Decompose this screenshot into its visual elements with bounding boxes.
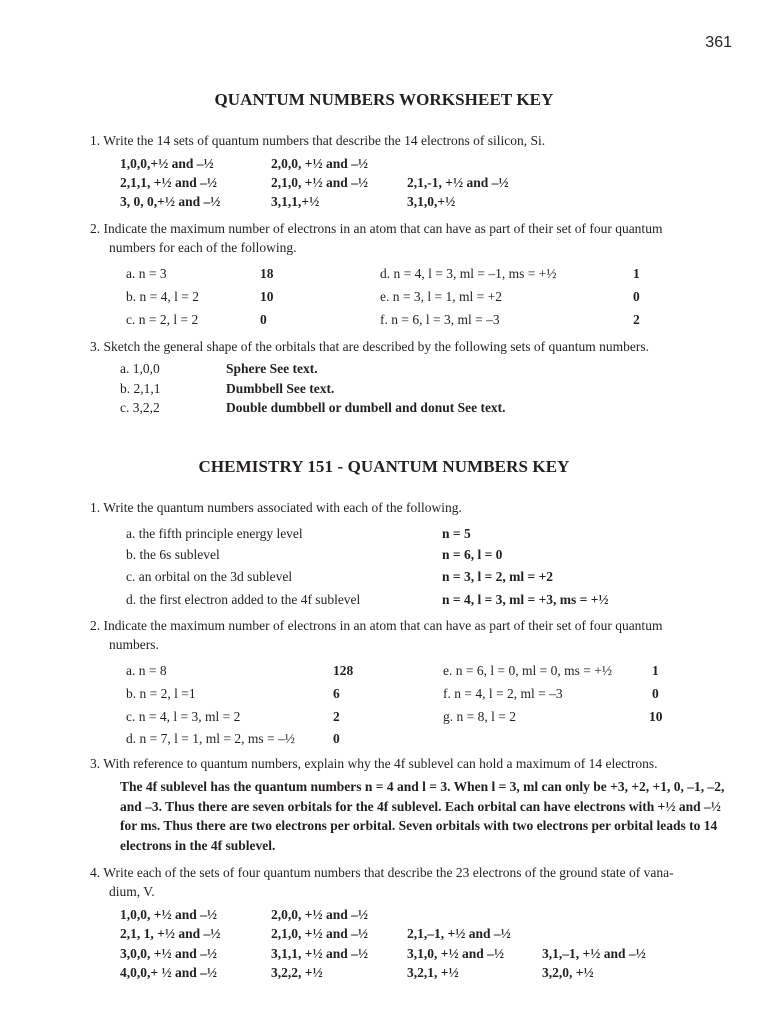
- chem-q4-set: 3,1,1, +½ and –½: [271, 946, 368, 961]
- ws-q3-item-answer: Double dumbbell or dumbell and donut See text.: [226, 400, 506, 415]
- chem-q3-answer: The 4f sublevel has the quantum numbers n = 4 and l = 3. When l = 3, ml can only be +3, +2, +1, 0, –1, –2, and –3. Thus there are seven orbitals for the 4f sublevel. Each orbital can have electrons with +½ and –½ for ms. Thus there are two electrons per orbital. Seven orbitals with two electrons per orbital leads to 14 electrons in the 4f sublevel.: [120, 779, 725, 853]
- ws-q1-set: 2,1,-1, +½ and –½: [407, 175, 509, 190]
- chem-q2-text: 2. Indicate the maximum number of electrons in an atom that can have as part of their set of four quantum: [90, 618, 663, 633]
- chem-q1-item-label: c. an orbital on the 3d sublevel: [126, 569, 293, 584]
- ws-q2-item-label: b. n = 4, l = 2: [126, 289, 199, 304]
- chem-q4-set: 2,1,–1, +½ and –½: [407, 926, 511, 941]
- chem-q1-item-answer: n = 3, l = 2, ml = +2: [442, 569, 554, 584]
- worksheet-key-title: QUANTUM NUMBERS WORKSHEET KEY: [214, 90, 554, 109]
- ws-q3-item-label: b. 2,1,1: [120, 381, 161, 396]
- ws-q1-text: 1. Write the 14 sets of quantum numbers that describe the 14 electrons of silicon, Si.: [90, 133, 546, 148]
- chem-q4-set: 4,0,0,+ ½ and –½: [120, 965, 217, 980]
- ws-q3-item-answer: Sphere See text.: [226, 361, 318, 376]
- chem-q1-item-label: d. the first electron added to the 4f sublevel: [126, 592, 361, 607]
- ws-q3-item-label: c. 3,2,2: [120, 400, 160, 415]
- chem-q2-item-answer: 0: [652, 686, 659, 701]
- chem-q2-text-cont: numbers.: [109, 637, 159, 652]
- ws-q2-item-answer: 18: [260, 266, 274, 281]
- chem-q2-item-label: a. n = 8: [126, 663, 167, 678]
- ws-q1-set: 3,1,1,+½: [271, 194, 320, 209]
- ws-q2-item-answer: 10: [260, 289, 274, 304]
- ws-q2-item-answer: 2: [633, 312, 640, 327]
- chem-q2-item-answer: 128: [333, 663, 354, 678]
- ws-q3-item-answer: Dumbbell See text.: [226, 381, 335, 396]
- chem-q4-set: 3,2,2, +½: [271, 965, 323, 980]
- chem-q2-item-answer: 0: [333, 731, 340, 746]
- ws-q2-item-label: d. n = 4, l = 3, ml = –1, ms = +½: [380, 266, 557, 281]
- chem-q1-item-answer: n = 4, l = 3, ml = +3, ms = +½: [442, 592, 609, 607]
- ws-q1-set: 3,1,0,+½: [407, 194, 456, 209]
- chem-q2-item-answer: 1: [652, 663, 659, 678]
- chem-q2-item-label: c. n = 4, l = 3, ml = 2: [126, 709, 241, 724]
- chem-q4-set: 3,1,0, +½ and –½: [407, 946, 504, 961]
- ws-q2-item-label: a. n = 3: [126, 266, 167, 281]
- chem-q2-item-answer: 2: [333, 709, 340, 724]
- ws-q2-text: 2. Indicate the maximum number of electrons in an atom that can have as part of their set of four quantum: [90, 221, 663, 236]
- chem-q2-item-answer: 10: [649, 709, 663, 724]
- chem-q1-text: 1. Write the quantum numbers associated with each of the following.: [90, 500, 462, 515]
- chem-q2-item-answer: 6: [333, 686, 340, 701]
- chem-q1-item-answer: n = 5: [442, 526, 471, 541]
- chem-q2-item-label: d. n = 7, l = 1, ml = 2, ms = –½: [126, 731, 295, 746]
- chem-q4-text: 4. Write each of the sets of four quantum numbers that describe the 23 electrons of the ground state of vana-: [90, 865, 674, 880]
- chem-q4-set: 2,1,0, +½ and –½: [271, 926, 368, 941]
- chem-q1-item-label: a. the fifth principle energy level: [126, 526, 303, 541]
- ws-q2-item-answer: 0: [260, 312, 267, 327]
- ws-q1-set: 3, 0, 0,+½ and –½: [120, 194, 221, 209]
- chem-q2-item-label: f. n = 4, l = 2, ml = –3: [443, 686, 563, 701]
- chem-q1-item-answer: n = 6, l = 0: [442, 547, 503, 562]
- chemistry-key-title: CHEMISTRY 151 - QUANTUM NUMBERS KEY: [198, 457, 570, 476]
- ws-q2-item-label: c. n = 2, l = 2: [126, 312, 199, 327]
- ws-q1-set: 2,0,0, +½ and –½: [271, 156, 368, 171]
- chem-q3-text: 3. With reference to quantum numbers, explain why the 4f sublevel can hold a maximum of 14 electrons.: [90, 756, 658, 771]
- chem-q2-item-label: b. n = 2, l =1: [126, 686, 196, 701]
- ws-q2-item-answer: 0: [633, 289, 640, 304]
- ws-q2-item-answer: 1: [633, 266, 640, 281]
- ws-q3-text: 3. Sketch the general shape of the orbitals that are described by the following sets of quantum numbers.: [90, 339, 649, 354]
- ws-q1-set: 2,1,1, +½ and –½: [120, 175, 217, 190]
- ws-q1-set: 1,0,0,+½ and –½: [120, 156, 214, 171]
- ws-q2-item-label: e. n = 3, l = 1, ml = +2: [380, 289, 502, 304]
- chem-q4-set: 3,1,–1, +½ and –½: [542, 946, 646, 961]
- chem-q4-text-cont: dium, V.: [109, 884, 155, 899]
- ws-q1-set: 2,1,0, +½ and –½: [271, 175, 368, 190]
- ws-q2-item-label: f. n = 6, l = 3, ml = –3: [380, 312, 500, 327]
- page-number: 361: [705, 34, 732, 51]
- ws-q2-text-cont: numbers for each of the following.: [109, 240, 297, 255]
- chem-q1-item-label: b. the 6s sublevel: [126, 547, 220, 562]
- chem-q4-set: 3,0,0, +½ and –½: [120, 946, 217, 961]
- ws-q3-item-label: a. 1,0,0: [120, 361, 160, 376]
- chem-q4-set: 2,0,0, +½ and –½: [271, 907, 368, 922]
- chem-q2-item-label: g. n = 8, l = 2: [443, 709, 516, 724]
- chem-q4-set: 3,2,1, +½: [407, 965, 459, 980]
- chem-q4-set: 3,2,0, +½: [542, 965, 594, 980]
- chem-q4-set: 1,0,0, +½ and –½: [120, 907, 217, 922]
- chem-q2-item-label: e. n = 6, l = 0, ml = 0, ms = +½: [443, 663, 612, 678]
- chem-q4-set: 2,1, 1, +½ and –½: [120, 926, 221, 941]
